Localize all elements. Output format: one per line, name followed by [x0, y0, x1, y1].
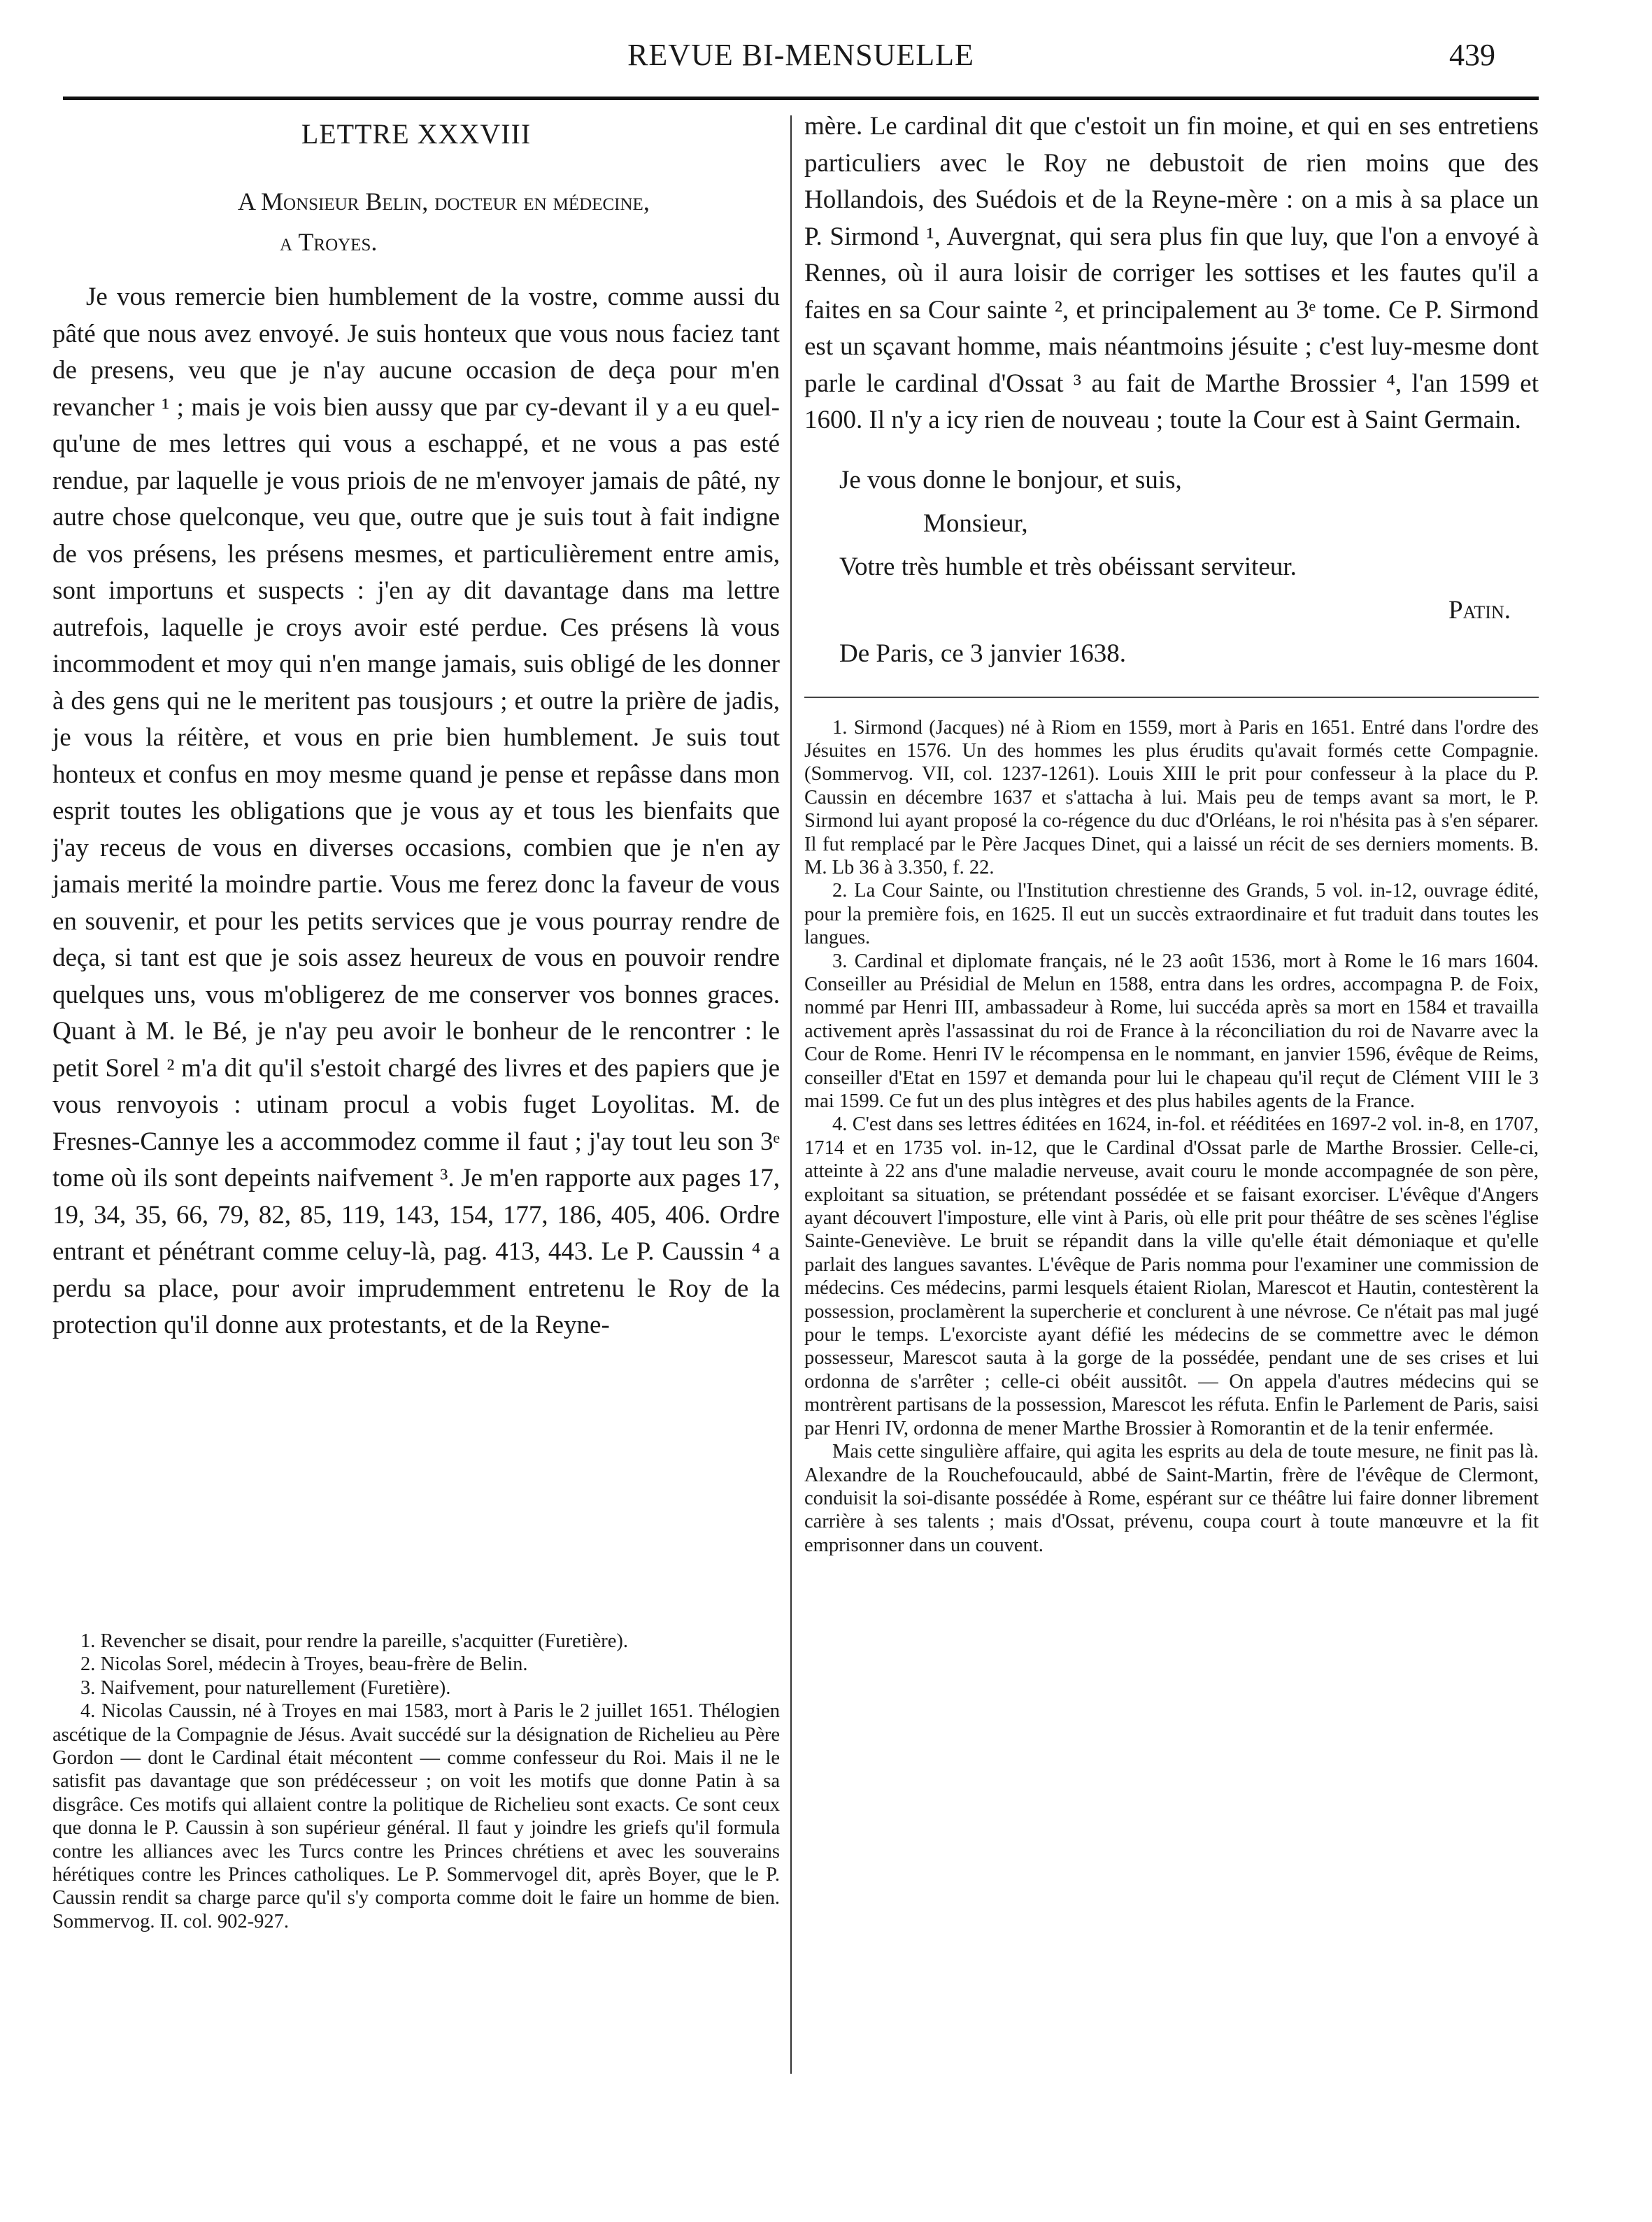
- letter-address: [52, 181, 780, 262]
- footnote: 1. Sirmond (Jacques) né à Riom en 1559, mort à Paris en 1651. Entré dans l'ordre des Jésuites en 1576. Un des hommes les plus érudits qu'avait formés cette Compagnie. (Sommervog. VII, col. 1237-1261). Louis XIII le prit pour confesseur à la place du P. Caussin en décembre 1637 et s'attacha à lui. Mais peu de temps avant sa mort, le P. Sirmond lui ayant proposé la co-régence du duc d'Orléans, le roi n'hésita pas à s'en séparer. Il fut remplacé par le Père Jacques Dinet, qui a laissé un récit de ses derniers moments. B. M. Lb 36 à 3.350, f. 22.: [804, 716, 1539, 878]
- footnote: 1. Revencher se disait, pour rendre la pareille, s'acquitter (Furetière).: [80, 1630, 629, 1652]
- dateline: De Paris, ce 3 janvier 1638.: [839, 639, 1126, 668]
- letter-body-left: Je vous remercie bien humblement de la vostre, comme aussi du pâté que nous avez envoyé. Je suis honteux que vous nous faciez tant de presens, veu que je n'ay aucune occasion de deça pour m'en revancher ¹ ; mais je vois bien aussy que par cy-devant il y a eu quel-qu'une de mes lettres qui vous a eschappé, et ne vous a pas esté rendue, par laquelle je vous priois de ne m'envoyer jamais de pâté, ny autre chose quelconque, veu que, outre que je suis tout à fait indigne de vos présens, les présens mesmes, et particulièrement entre amis, sont importuns et suspects : j'en ay dit davantage dans ma lettre autrefois, laquelle je croys avoir esté perdue. Ces présens là vous incommodent et moy qui n'en mange jamais, suis obligé de les donner à des gens qui ne le meritent pas tousjours ; et outre la prière de jadis, je vous la réitère, et vous en prie bien humblement. Je suis tout honteux et confus en moy mesme quand je pense et repâsse dans mon esprit toutes les obligations que je vous ay et tous les bienfaits que j'ay receus de vous en diverses occasions, combien que je n'en ay jamais merité la moindre partie. Vous me ferez donc la faveur de vous en souvenir, et pour les petits services que je vous pourray rendre de deça, si tant est que je sois assez heureux de vous en pouvoir rendre quelques uns, vous m'obligerez de me conserver vos bonnes graces. Quant à M. le Bé, je n'ay peu avoir le bonheur de le rencontrer : le petit Sorel ² m'a dit qu'il s'estoit chargé des livres et des papiers que je vous renvoyois : utinam procul a vobis fuget Loyolitas. M. de Fresnes-Cannye les a accommodez comme il faut ; j'ay tout leu son 3ᵉ tome où ils sont depeints naifvement ³. Je m'en rapporte aux pages 17, 19, 34, 35, 66, 79, 82, 85, 119, 143, 154, 177, 186, 405, 406. Ordre entrant et pénétrant comme celuy-là, pag. 413, 443. Le P. Caussin ⁴ a perdu sa place, pour avoir imprudemment entretenu le Roy de la protection qu'il donne aux protestants, et de la Reyne-: [52, 283, 780, 1339]
- footnotes-right: [804, 697, 1539, 1558]
- letter-title: LETTRE XXXVIII: [301, 118, 532, 150]
- closing-formula: Votre très humble et très obéissant serviteur.: [839, 552, 1297, 581]
- page-number: 439: [1449, 38, 1495, 72]
- footnote: 2. Nicolas Sorel, médecin à Troyes, beau-frère de Belin.: [80, 1653, 528, 1676]
- column-divider: [790, 115, 792, 2074]
- footnote: 4. Nicolas Caussin, né à Troyes en mai 1583, mort à Paris le 2 juillet 1651. Thélogien ascétique de la Compagnie de Jésus. Avait succédé sur la désignation de Richelieu au Père Gordon — dont le Cardinal était mécontent — comme confesseur du Roi. Mais il ne le satisfit pas davantage que son prédécesseur ; on voit les motifs que donne Patin à sa disgrâce. Ces motifs qui allaient contre la politique de Richelieu sont exacts. Ce sont ceux que donna le P. Caussin à son supérieur général. Il faut y joindre les griefs qu'il formula contre les alliances avec les Turcs contre les Princes chrétiens et avec les souverains hérétiques contre les Princes catholiques. Le P. Sommervogel dit, après Boyer, que le P. Caussin rendit sa charge parce qu'il s'y comporta comme doit le faire un homme de bien. Sommervog. II. col. 902-927.: [52, 1700, 780, 1932]
- footnotes-left: [52, 1630, 780, 1933]
- address-recipient: A Monsieur Belin, docteur en médecine,: [238, 187, 650, 215]
- signature: Patin.: [1448, 595, 1511, 625]
- closing-greeting: Je vous donne le bonjour, et suis,: [839, 465, 1182, 494]
- letter-closing: [804, 459, 1539, 676]
- footnote: 3. Cardinal et diplomate français, né le 23 août 1536, mort à Rome le 16 mars 1604. Conseiller au Présidial de Melun en 1588, entra dans les ordres, accompagna P. de Foix, nommé par Henri III, ambassadeur à Rome, lui succéda après sa mort en 1584 et travailla activement après l'assassinat du roi de France à la réconciliation du roi de Navarre avec la Cour de Rome. Henri IV le récompensa en le nommant, en janvier 1596, évêque de Reims, conseiller d'Etat en 1597 et demanda pour lui le chapeau qu'il reçut de Clément VIII le 3 mai 1599. Ce fut un des plus intègres et des plus habiles agents de la France.: [804, 950, 1539, 1112]
- address-city: a Troyes.: [280, 228, 378, 256]
- left-column: [52, 117, 780, 1344]
- journal-title: REVUE BI-MENSUELLE: [627, 38, 974, 72]
- footnote: 3. Naifvement, pour naturellement (Furetière).: [80, 1676, 451, 1699]
- running-header: [63, 31, 1539, 80]
- footnote: 2. La Cour Sainte, ou l'Institution chrestienne des Grands, 5 vol. in-12, ouvrage édité, pour la première fois, en 1625. Il eut un succès extraordinaire et fut traduit dans toutes les langues.: [804, 880, 1539, 949]
- footnote: Mais cette singulière affaire, qui agita les esprits au dela de toute mesure, ne finit pas là. Alexandre de la Rouchefoucauld, abbé de Saint-Martin, frère de l'évêque de Clermont, conduisit la soi-disante possédée à Rome, espérant sur ce théâtre lui faire donner librement carrière à ses talents ; mais d'Ossat, prévenu, coupa court à toute manœuvre et la fit emprisonner dans un couvent.: [804, 1441, 1539, 1556]
- header-rule: [63, 97, 1539, 100]
- closing-salutation: Monsieur,: [923, 508, 1028, 538]
- letter-body-right: mère. Le cardinal dit que c'estoit un fin moine, et qui en ses entretiens particuliers avec le Roy ne debustoit de rien moins que des Hollandois, des Suédois et de la Reyne-mère : on a mis à sa place un P. Sirmond ¹, Auvergnat, qui sera plus fin que luy, que l'on a envoyé à Rennes, où il aura loisir de corriger les sottises et les fautes qu'il a faites en sa Cour sainte ², et principalement au 3ᵉ tome. Ce P. Sirmond est un sçavant homme, mais néantmoins jésuite ; c'est luy-mesme dont parle le cardinal d'Ossat ³ au fait de Marthe Brossier ⁴, l'an 1599 et 1600. Il n'y a icy rien de nouveau ; toute la Cour est à Saint Germain.: [804, 112, 1539, 434]
- footnote: 4. C'est dans ses lettres éditées en 1624, in-fol. et rééditées en 1697-2 vol. in-8, en 1707, 1714 et en 1735 vol. in-12, que le Cardinal d'Ossat parle de Marthe Brossier. Celle-ci, atteinte à 22 ans d'une maladie nerveuse, avait couru le monde accompagnée de son père, exploitant sa situation, se prétendant possédée et se faisant exorciser. L'évêque d'Angers ayant découvert l'imposture, elle vint à Paris, où elle prit pour théâtre de ses scènes l'église Sainte-Geneviève. Le bruit se répandit dans la ville qu'elle était démoniaque et qu'elle parlait des langues savantes. L'évêque de Paris nomma pour l'examiner une commission de médecins. Ces médecins, parmi lesquels étaient Riolan, Marescot et Hautin, contestèrent la possession, proclamèrent la supercherie et conclurent à une névrose. Ce n'était pas mal jugé pour le temps. L'exorciste ayant défié les médecins de se commettre avec le démon possesseur, Marescot sauta à la gorge de la possédée, pendant une de ses crises et lui ordonna de s'arrêter ; celle-ci obéit aussitôt. — On appela d'autres médecins qui se montrèrent partisans de la possession, Marescot les réfuta. Enfin le Parlement de Paris, saisi par Henri IV, ordonna de mener Marthe Brossier à Romorantin et de la tenir enfermée.: [804, 1113, 1539, 1439]
- footnote-rule: [804, 697, 1539, 698]
- right-column: [804, 108, 1539, 1557]
